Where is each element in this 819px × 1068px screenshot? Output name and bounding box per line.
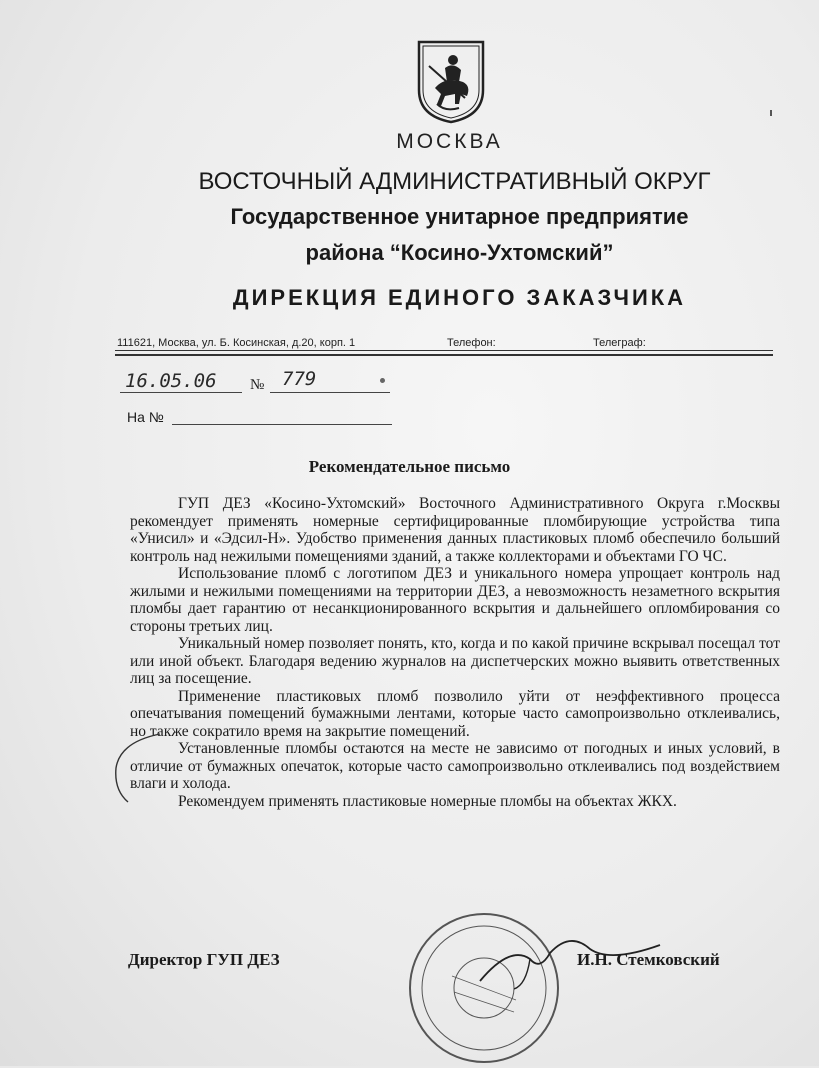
scan-speck xyxy=(380,378,385,383)
margin-bracket-mark xyxy=(100,728,170,808)
header-rule-thick xyxy=(115,354,773,356)
body-paragraph: Использование пломб с логотипом ДЕЗ и уникального номера упрощает контроль над жилыми и нежилыми помещениями на территории ДЕЗ, а невозможность незаметного вскрытия пломбы дает гарантию от несанкционированного вскрытия и дальнейшего опломбирования со стороны третьих лиц. xyxy=(130,565,780,635)
district-heading: ВОСТОЧНЫЙ АДМИНИСТРАТИВНЫЙ ОКРУГ xyxy=(198,168,711,195)
reply-to-label: На № xyxy=(127,409,164,425)
scan-speck xyxy=(770,110,772,116)
phone-label: Телефон: xyxy=(447,337,496,349)
letter-body xyxy=(130,495,780,810)
enterprise-heading: Государственное унитарное предприятие xyxy=(230,204,689,229)
directorate-heading: ДИРЕКЦИЯ ЕДИНОГО ЗАКАЗЧИКА xyxy=(232,285,687,310)
body-paragraph: ГУП ДЕЗ «Косино-Ухтомский» Восточного Административного Округа г.Москвы рекомендует применять номерные сертифицированные пломбирующие устройства типа «Унисил» и «Эдсил-Н». Удобство применения данных пластиковых пломб обеспечило больший контроль над нежилыми помещениями зданий, а также коллекторами и объектами ГО ЧС. xyxy=(130,495,780,565)
body-paragraph: Уникальный номер позволяет понять, кто, когда и по какой причине вскрывал посещал тот или иной объект. Благодаря ведению журналов на диспетчерских можно выявить ответственных лиц за посещение. xyxy=(130,635,780,687)
signatory-position: Директор ГУП ДЕЗ xyxy=(128,950,280,969)
date-underline xyxy=(120,392,242,393)
signatory-name: И.Н. Стемковский xyxy=(577,950,720,969)
telegraph-label: Телеграф: xyxy=(593,337,646,349)
letter-title: Рекомендательное письмо xyxy=(308,457,511,476)
number-underline xyxy=(270,392,390,393)
letter-number: 779 xyxy=(282,368,317,390)
header-rule xyxy=(115,350,773,351)
body-paragraph: Установленные пломбы остаются на месте не зависимо от погодных и иных условий, в отличие от бумажных опечаток, которые часто самопроизвольно отклеивались под воздействием влаги и холода. xyxy=(130,740,780,792)
body-paragraph: Применение пластиковых пломб позволило уйти от неэффективного процесса опечатывания помещений бумажными лентами, которые часто самопроизвольно отклеивались, но также сократило время на закрытие помещений. xyxy=(130,687,780,740)
moscow-coat-of-arms-icon xyxy=(415,38,487,124)
city-heading: МОСКВА xyxy=(396,130,503,153)
letter-date: 16.05.06 xyxy=(125,370,217,392)
address-text: 111621, Москва, ул. Б. Косинская, д.20, корп. 1 xyxy=(117,337,356,349)
reply-underline xyxy=(172,424,392,425)
area-heading: района “Косино-Ухтомский” xyxy=(305,240,614,265)
number-label: № xyxy=(250,377,265,393)
body-paragraph: Рекомендуем применять пластиковые номерные пломбы на объектах ЖКХ. xyxy=(178,792,677,810)
